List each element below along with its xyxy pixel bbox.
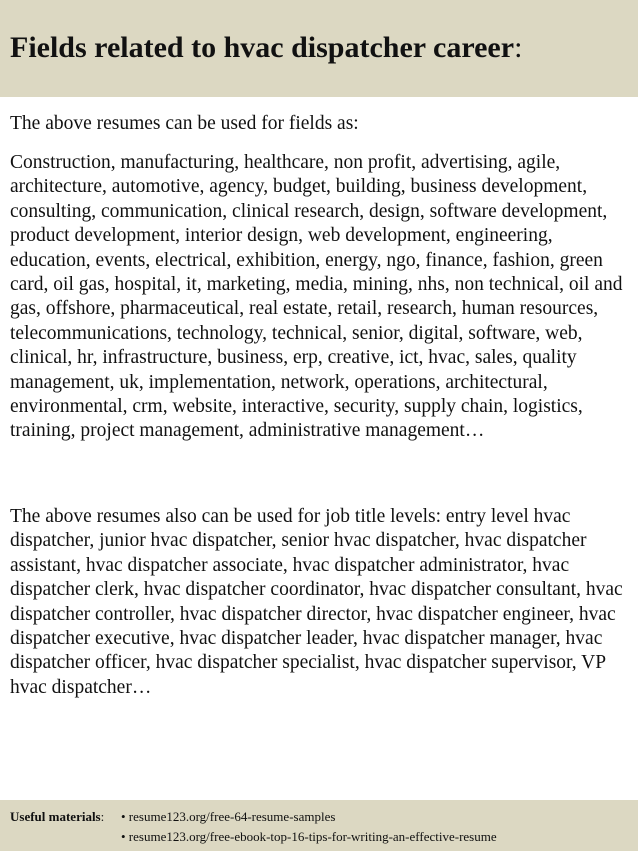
page-title-colon: : <box>514 31 523 64</box>
useful-materials-colon: : <box>100 809 105 824</box>
job-levels-paragraph: The above resumes also can be used for job title levels: entry level hvac dispatcher, junior hvac dispatcher, senior hvac dispatcher, hvac dispatcher assistant, hvac dispatcher associate, hvac dispatcher administrator, hvac dispatcher clerk, hvac dispatcher coordinator, hvac dispatcher consultant, hvac dispatcher controller, hvac dispatcher director, hvac dispatcher engineer, hvac dispatcher executive, hvac dispatcher leader, hvac dispatcher manager, hvac dispatcher officer, hvac dispatcher specialist, hvac dispatcher supervisor, VP hvac dispatcher… <box>10 506 623 698</box>
intro-text: The above resumes can be used for fields as: <box>10 113 359 134</box>
resource-link-ebook[interactable]: • resume123.org/free-ebook-top-16-tips-for-writing-an-effective-resume <box>121 829 497 844</box>
fields-paragraph: Construction, manufacturing, healthcare, non profit, advertising, agile, architecture, automotive, agency, budget, building, business development, consulting, communication, clinical research, design, software development, product development, interior design, web development, engineering, education, events, electrical, exhibition, energy, ngo, finance, fashion, green card, oil gas, hospital, it, marketing, media, mining, nhs, non technical, oil and gas, offshore, pharmaceutical, real estate, retail, research, human resources, telecommunications, technology, technical, senior, digital, software, web, clinical, hr, infrastructure, business, erp, creative, ict, hvac, sales, quality management, uk, implementation, network, operations, architectural, environmental, crm, website, interactive, security, supply chain, logistics, training, project management, administrative management… <box>10 152 623 442</box>
useful-materials-label <box>10 809 104 825</box>
resource-link-samples[interactable]: • resume123.org/free-64-resume-samples <box>121 809 336 824</box>
useful-materials-label-text: Useful materials <box>10 809 101 824</box>
page-title-text: Fields related to hvac dispatcher career <box>10 31 515 64</box>
page-title <box>10 30 522 66</box>
